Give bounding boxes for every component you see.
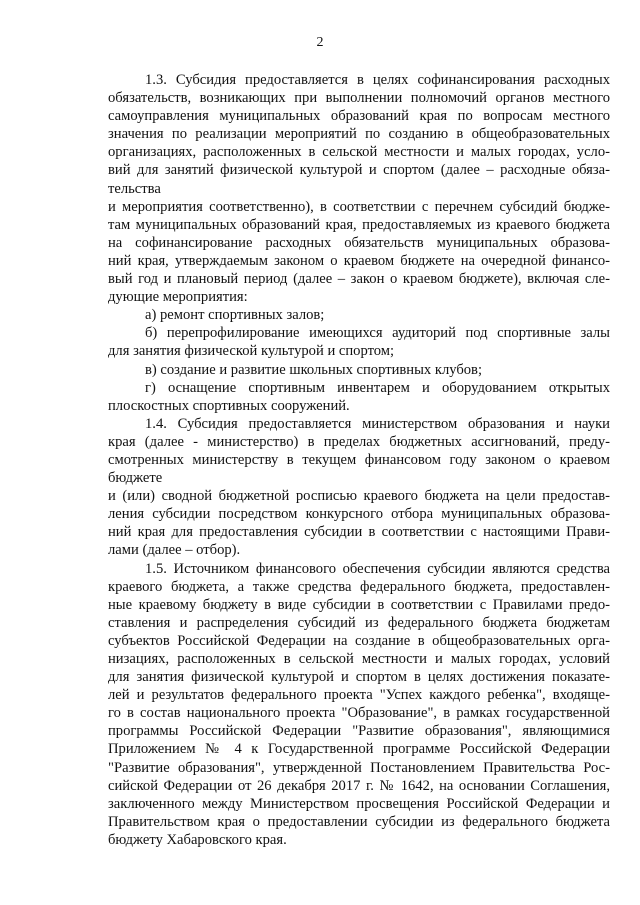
- text-line: бюджету Хабаровского края.: [108, 831, 287, 848]
- text-line: ления субсидии посредством конкурсного отбора муниципальных образова-: [108, 506, 610, 523]
- text-line: б) перепрофилирование имеющихся аудиторий под спортивные залы: [145, 325, 610, 342]
- text-line: а) ремонт спортивных залов;: [145, 307, 325, 324]
- text-line: смотренных министерству в текущем финансовом году законом о краевом: [108, 451, 610, 468]
- text-line: краевого бюджета, а также средства федерального бюджета, предоставлен-: [108, 578, 610, 595]
- text-line: и (или) сводной бюджетной росписью краевого бюджета на цели предостав-: [108, 488, 610, 505]
- text-line: 1.5. Источником финансового обеспечения субсидии являются средства: [145, 560, 610, 577]
- text-line: ставления и распределения субсидий из федерального бюджета бюджетам: [108, 614, 610, 631]
- text-line: вый год и плановый период (далее – закон о краевом бюджете), включая сле-: [108, 271, 610, 288]
- text-line: края (далее - министерство) в пределах бюджетных ассигнований, преду-: [108, 433, 610, 450]
- text-line: и мероприятия соответственно), в соответствии с перечнем субсидий бюдже-: [108, 198, 610, 215]
- text-line: ний края для предоставления субсидии в соответствии с настоящими Прави-: [108, 524, 610, 541]
- text-line: бюджете: [108, 470, 163, 487]
- document-body: [108, 71, 610, 849]
- text-line: низациях, расположенных в сельской местности и малых городах, условий: [108, 651, 610, 667]
- text-line: "Развитие образования", утвержденной Постановлением Правительства Рос-: [108, 759, 610, 776]
- text-line: лей и результатов федерального проекта "Успех каждого ребенка", входяще-: [108, 687, 610, 704]
- text-line: самоуправления муниципальных образований края по вопросам местного: [108, 108, 610, 125]
- text-line: значения по реализации мероприятий по созданию в общеобразовательных: [108, 126, 610, 143]
- text-line: лами (далее – отбор).: [108, 542, 241, 559]
- text-line: организациях, расположенных в сельской местности и малых городах, усло-: [108, 144, 610, 161]
- text-line: субъектов Российской Федерации на создание в общеобразовательных орга-: [108, 632, 610, 649]
- text-line: там муниципальных образований края, предоставляемых из краевого бюджета: [108, 216, 610, 233]
- text-line: го в состав национального проекта "Образование", в рамках государственной: [108, 705, 610, 722]
- page-number: 2: [316, 35, 324, 50]
- text-line: на софинансирование расходных обязательств муниципальных образова-: [108, 234, 610, 251]
- text-line: тельства: [108, 180, 161, 197]
- text-line: вий для занятий физической культурой и спортом (далее – расходные обяза-: [108, 162, 610, 179]
- text-line: заключенного между Министерством просвещения Российской Федерации и: [108, 795, 610, 812]
- text-line: г) оснащение спортивным инвентарем и оборудованием открытых: [145, 379, 610, 396]
- text-line: 1.3. Субсидия предоставляется в целях софинансирования расходных: [145, 72, 610, 88]
- text-line: сийской Федерации от 26 декабря 2017 г. № 1642, на основании Соглашения,: [108, 777, 610, 794]
- text-line: дующие мероприятия:: [108, 289, 248, 306]
- text-line: обязательств, возникающих при выполнении полномочий органов местного: [108, 90, 610, 107]
- text-line: для занятия физической культурой и спортом в целях достижения показате-: [108, 669, 610, 686]
- text-line: для занятия физической культурой и спортом;: [108, 343, 395, 360]
- text-line: Приложением № 4 к Государственной программе Российской Федерации: [108, 741, 610, 758]
- text-line: ний края, утверждаемым законом о краевом бюджете на очередной финансо-: [108, 252, 610, 269]
- text-line: 1.4. Субсидия предоставляется министерством образования и науки: [145, 415, 610, 432]
- text-line: программы Российской Федерации "Развитие образования", являющимися: [108, 723, 610, 740]
- text-line: Правительством края о предоставлении субсидии из федерального бюджета: [108, 813, 610, 830]
- text-line: плоскостных спортивных сооружений.: [108, 397, 350, 414]
- text-line: в) создание и развитие школьных спортивных клубов;: [145, 361, 482, 378]
- text-line: ные краевому бюджету в виде субсидии в соответствии с Правилами предо-: [108, 596, 610, 613]
